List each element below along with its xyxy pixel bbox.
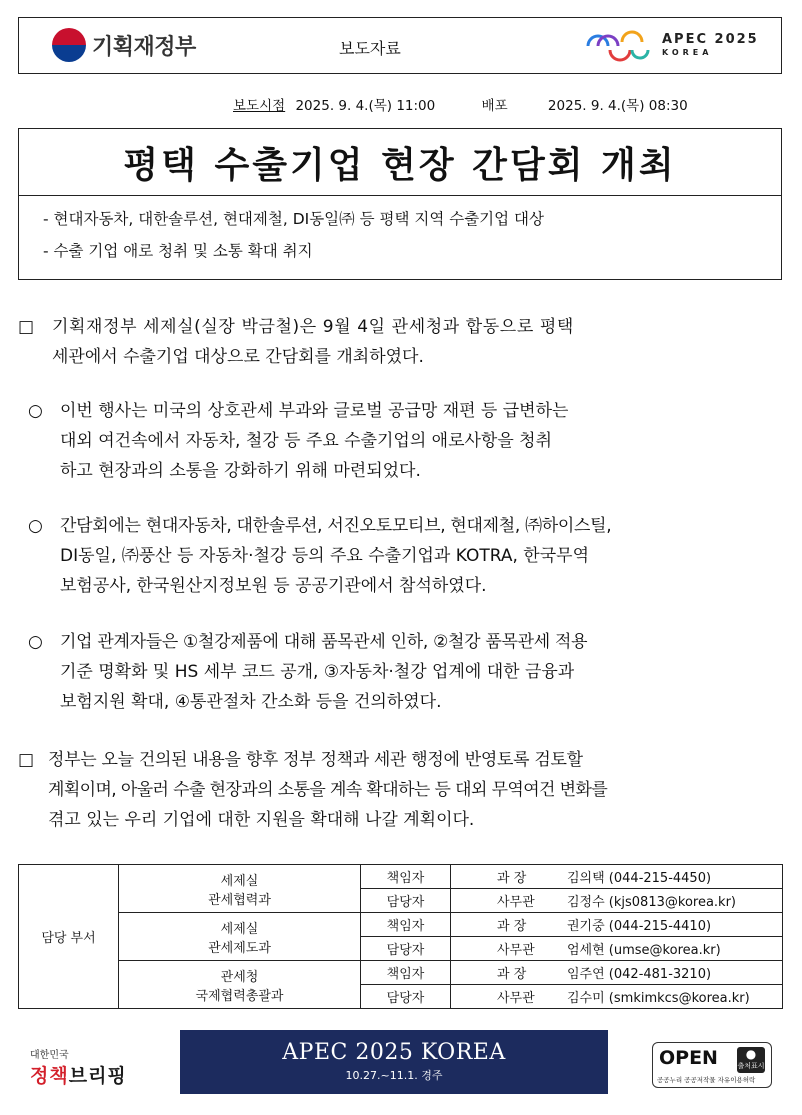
- contact-cell: [451, 865, 783, 889]
- p2-line-1: 이번 행사는 미국의 상호관세 부과와 글로벌 공급망 재편 등 급변하는: [60, 401, 569, 421]
- taeguk-icon: [52, 28, 86, 62]
- p5-line-2: 계획이며, 아울러 수출 현장과의 소통을 계속 확대하는 등 대외 무역여건 변화를: [48, 780, 608, 800]
- p4-line-1: 기업 관계자들은 ①철강제품에 대해 품목관세 인하, ②철강 품목관세 적용: [60, 632, 588, 652]
- attribution-icon: ● 출처표시: [737, 1047, 765, 1073]
- apec-emblem-icon: [584, 30, 654, 62]
- page-title: 평택 수출기업 현장 간담회 개최: [123, 145, 677, 186]
- p5-line-1: 정부는 오늘 건의된 내용을 향후 정부 정책과 세관 행정에 반영토록 검토할: [48, 750, 583, 770]
- p2-line-3: 하고 현장과의 소통을 강화하기 위해 마련되었다.: [60, 461, 421, 481]
- contact-title: 과 장: [497, 919, 527, 934]
- briefing-small-text: 대한민국: [30, 1050, 69, 1061]
- briefing-text-b: 브리핑: [68, 1065, 127, 1087]
- contact-info: 권기중 (044-215-4410): [567, 919, 712, 934]
- open-sub: 공공누리 공공저작물 자유이용허락: [657, 1076, 756, 1084]
- contact-info: 김수미 (smkimkcs@korea.kr): [567, 991, 750, 1006]
- contact-info: 엄세현 (umse@korea.kr): [567, 943, 721, 958]
- contact-title: 과 장: [497, 967, 527, 982]
- dept-group-3: [119, 961, 361, 1009]
- p4-line-3: 보험지원 확대, ④통관절차 간소화 등을 건의하였다.: [60, 692, 442, 712]
- release-date-row: [233, 94, 694, 114]
- distribution-label: 배포: [481, 98, 508, 114]
- table-row: [19, 913, 783, 937]
- contact-cell: [451, 961, 783, 985]
- contact-info: 김의택 (044-215-4450): [567, 871, 712, 886]
- role-cell: 책임자: [361, 865, 451, 889]
- contact-info: 임주연 (042-481-3210): [567, 967, 712, 982]
- apec-country: KOREA: [662, 48, 713, 57]
- banner-dates: 10.27.~11.1. 경주: [345, 1069, 443, 1082]
- contact-title: 과 장: [497, 871, 527, 886]
- press-release-label: 보도자료: [339, 39, 401, 58]
- dept-org: 관세청: [220, 969, 259, 985]
- table-row: [19, 961, 783, 985]
- table-row: [19, 865, 783, 889]
- square-bullet-icon: □: [18, 750, 35, 770]
- dept-group-2: [119, 913, 361, 961]
- paragraph-5: [18, 745, 786, 835]
- apec-title: APEC 2025: [662, 32, 759, 47]
- dept-org: 세제실: [220, 921, 259, 937]
- role-cell: 책임자: [361, 913, 451, 937]
- release-time-label: 보도시점: [233, 98, 286, 114]
- p3-line-2: DI동일, ㈜풍산 등 자동차·철강 등의 주요 수출기업과 KOTRA, 한국무역: [60, 546, 589, 566]
- attribution-text: 출처표시: [737, 1062, 765, 1070]
- subtitle-1: - 현대자동차, 대한솔루션, 현대제철, DI동일㈜ 등 평택 지역 수출기업 대상: [43, 210, 544, 228]
- briefing-text-a: 정책: [30, 1065, 69, 1087]
- apec-banner: [180, 1030, 608, 1094]
- p1-line-1: 기획재정부 세제실(실장 박금철)은 9월 4일 관세청과 합동으로 평택: [52, 317, 574, 337]
- dept-unit: 관세제도과: [208, 940, 271, 956]
- header-box: [18, 17, 782, 74]
- dept-unit: 국제협력총괄과: [195, 988, 284, 1004]
- p2-line-2: 대외 여건속에서 자동차, 철강 등 주요 수출기업의 애로사항을 청취: [60, 431, 553, 451]
- dept-group-1: [119, 865, 361, 913]
- contact-cell: [451, 913, 783, 937]
- distribution-value: 2025. 9. 4.(목) 08:30: [547, 98, 688, 114]
- contact-cell: [451, 985, 783, 1009]
- contact-cell: [451, 937, 783, 961]
- paragraph-1: [18, 312, 786, 372]
- dept-org: 세제실: [220, 873, 259, 889]
- p5-line-3: 겪고 있는 우리 기업에 대한 지원을 확대해 나갈 계획이다.: [48, 810, 475, 830]
- role-cell: 담당자: [361, 937, 451, 961]
- role-cell: 담당자: [361, 985, 451, 1009]
- p3-line-1: 간담회에는 현대자동차, 대한솔루션, 서진오토모티브, 현대제철, ㈜하이스틸,: [60, 516, 612, 536]
- circle-bullet-icon: ○: [28, 632, 43, 652]
- release-time-value: 2025. 9. 4.(목) 11:00: [295, 98, 436, 114]
- contact-table: [18, 864, 783, 1009]
- contact-info: 김정수 (kjs0813@korea.kr): [567, 895, 736, 910]
- open-label: OPEN: [659, 1047, 718, 1069]
- p3-line-3: 보험공사, 한국원산지정보원 등 공공기관에서 참석하였다.: [60, 576, 487, 596]
- title-divider: [19, 195, 781, 196]
- role-cell: 담당자: [361, 889, 451, 913]
- paragraph-3: [28, 511, 788, 601]
- title-box: [18, 128, 782, 280]
- contact-title: 사무관: [497, 991, 535, 1006]
- contact-cell: [451, 889, 783, 913]
- banner-title: APEC 2025 KOREA: [282, 1040, 506, 1065]
- ministry-name: 기획재정부: [92, 34, 196, 60]
- dept-label: 담당 부서: [19, 865, 119, 1009]
- apec-logo: [584, 30, 759, 62]
- contact-title: 사무관: [497, 895, 535, 910]
- open-license-badge: [652, 1042, 772, 1088]
- contact-title: 사무관: [497, 943, 535, 958]
- policy-briefing-logo: [30, 1046, 127, 1088]
- p4-line-2: 기준 명확화 및 HS 세부 코드 공개, ③자동차·철강 업계에 대한 금융과: [60, 662, 575, 682]
- square-bullet-icon: □: [18, 317, 35, 337]
- dept-unit: 관세협력과: [208, 892, 271, 908]
- circle-bullet-icon: ○: [28, 401, 43, 421]
- paragraph-4: [28, 627, 788, 717]
- circle-bullet-icon: ○: [28, 516, 43, 536]
- ministry-logo: [52, 28, 196, 62]
- paragraph-2: [28, 396, 788, 486]
- p1-line-2: 세관에서 수출기업 대상으로 간담회를 개최하였다.: [52, 347, 424, 367]
- subtitle-2: - 수출 기업 애로 청취 및 소통 확대 취지: [43, 242, 313, 260]
- role-cell: 책임자: [361, 961, 451, 985]
